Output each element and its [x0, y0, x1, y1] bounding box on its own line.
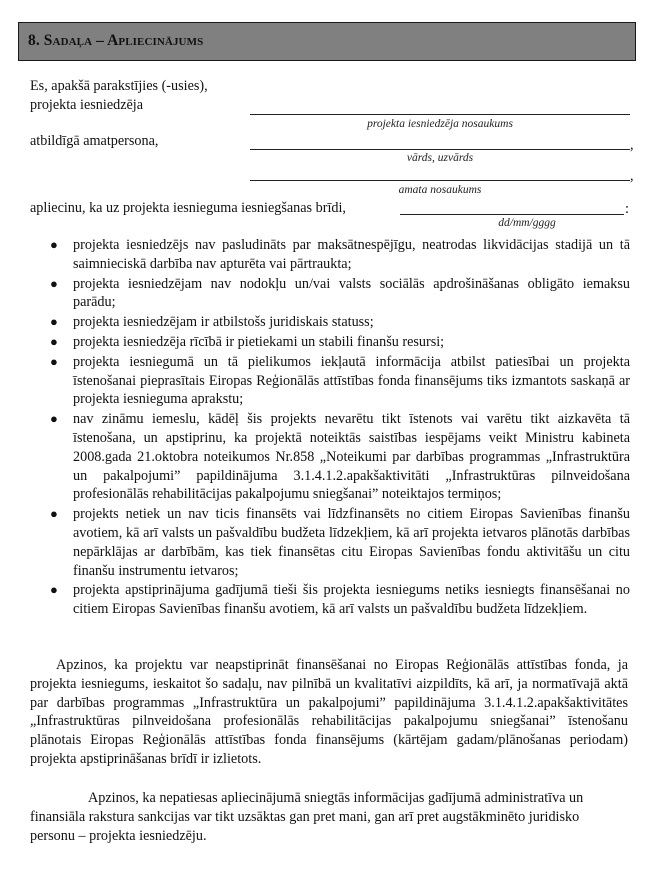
conditions-list — [50, 236, 630, 620]
bullet-icon: ● — [50, 314, 58, 330]
date-caption: dd/mm/gggg — [498, 217, 556, 229]
list-item: ● projekta iesniedzējam nav nodokļu un/vai valsts sociālās apdrošināšanas obligāto iemaksu parādu; — [50, 275, 630, 311]
name-caption: vārds, uzvārds — [406, 152, 474, 164]
official-position-field[interactable] — [250, 180, 630, 181]
list-item: ● projekta iesniegumā un tā pielikumos iekļautā informācija atbilst patiesībai un projekta īstenošanai pieprasītais Eiropas Reģionālās attīstības fonda finansējums tiks izmantots saskaņā ar projekta iesnieguma aprakstu; — [50, 353, 630, 408]
comma-2: , — [630, 168, 634, 184]
official-label: atbildīgā amatpersona, — [30, 133, 159, 149]
date-field[interactable] — [400, 214, 624, 215]
list-item: ● projekta iesniedzējam ir atbilstošs juridiskais statuss; — [50, 314, 374, 331]
section-header — [18, 22, 636, 61]
acknowledgement-paragraph-1: Apzinos, ka projektu var neapstiprināt finansēšanai no Eiropas Reģionālās attīstības fonda, ja projekta iesniegums, ieskaitot šo sadaļu, nav pilnībā un kvalitatīvi aizpildīts, kā arī, ja normatīvajā aktā par darbības programmas „Infrastruktūra un pakalpojumi” papildinājuma 3.1.4.1.2.apakšaktivitātes „Infrastruktūras pilnveidošana profesionālās rehabilitācijas pakalpojumu sniegšanai” īstenošanu plānotais Eiropas Reģionālās attīstības fonda finansējums (kārtējam gadam/plānošanas periodam) projekta apstiprināšanas brīdī ir izlietots. — [30, 657, 628, 767]
official-name-field[interactable] — [250, 149, 630, 150]
comma-1: , — [630, 137, 634, 153]
bullet-icon: ● — [50, 237, 58, 252]
bullet-icon: ● — [50, 582, 58, 598]
bullet-icon: ● — [50, 353, 58, 369]
bullet-icon: ● — [50, 333, 58, 349]
position-caption: amata nosaukums — [398, 184, 482, 196]
applicant-name-field[interactable] — [250, 114, 630, 115]
bullet-icon: ● — [50, 411, 58, 427]
bullet-icon: ● — [50, 506, 58, 522]
certify-label: apliecinu, ka uz projekta iesnieguma iesniegšanas brīdi, — [30, 200, 346, 216]
list-item: ● projekta iesniedzējs nav pasludināts par maksātnespējīgu, neatrodas likvidācijas stadijā un tā saimnieciskā darbība nav apturēta vai pārtraukta; — [50, 237, 630, 272]
acknowledgement-paragraph-2: Apzinos, ka nepatiesas apliecinājumā sniegtās informācijas gadījumā administratīva un finansiāla rakstura sankcijas var tikt uzsāktas gan pret mani, gan arī pret augstākminēto juridisko personu – projekta iesniedzēju. — [30, 790, 584, 844]
bullet-icon: ● — [50, 275, 58, 291]
colon: : — [625, 201, 629, 217]
list-item: ● projekta iesniedzēja rīcībā ir pietiekami un stabili finanšu resursi; — [50, 333, 445, 350]
list-item: ● projekta apstiprinājuma gadījumā tieši šis projekta iesniegums netiks iesniegts finansēšanai no citiem Eiropas Savienības finanšu avotiem, kā arī valsts un pašvaldību budžeta līdzekļiem. — [50, 582, 630, 618]
list-item: ● projekts netiek un nav ticis finansēts vai līdzfinansēts no citiem Eiropas Savienības finanšu avotiem, kā arī valsts un pašvaldību budžeta līdzekļiem, kā arī projekta ietvaros plānotās darbības nepārklājas ar darbībām, kas tiek finansētas citu Eiropas Savienības fondu aktivitāšu un citu finanšu instrumentu ietvaros; — [50, 506, 630, 579]
list-item: ● nav zināmu iemeslu, kādēļ šis projekts nevarētu tikt īstenots vai varētu tikt aizkavēta tā īstenošana, un apstiprinu, ka projektā noteiktās saistības iespējams veikt Ministru kabineta 2008.gada 21.oktobra noteikumos Nr.858 „Noteikumi par darbības programmas „Infrastruktūra un pakalpojumi” papildinājuma 3.1.4.1.2.apakšaktivitāti „Infrastruktūras pilnveidošana profesionālās rehabilitācijas pakalpojumu sniegšanai” noteiktajos termiņos; — [50, 411, 630, 503]
intro-line-1: Es, apakšā parakstījies (-usies), — [30, 78, 208, 94]
intro-line-2: projekta iesniedzēja — [30, 97, 144, 113]
section-title: 8. Sadaļa – Apliecinājums — [28, 32, 204, 49]
applicant-name-caption: projekta iesniedzēja nosaukums — [367, 118, 513, 130]
